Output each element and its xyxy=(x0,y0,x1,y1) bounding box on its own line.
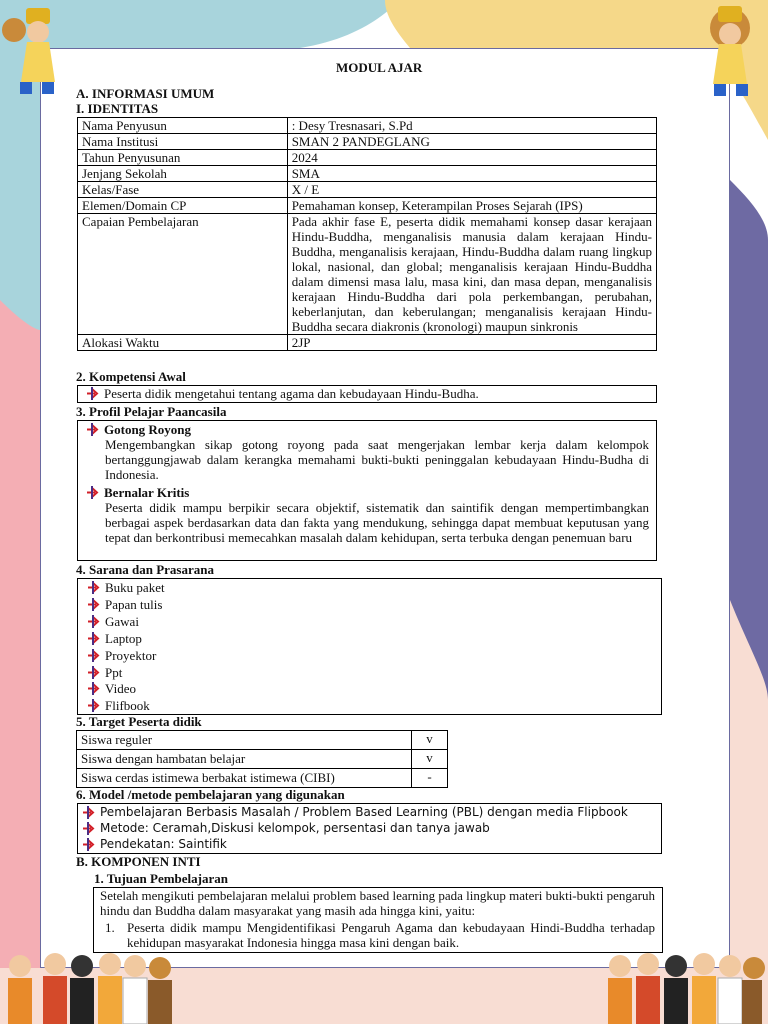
list-item-text: Video xyxy=(105,681,136,696)
target-label: Siswa cerdas istimewa berbakat istimewa (CIBI) xyxy=(77,769,412,788)
table-row xyxy=(77,750,448,769)
kompetensi-heading: 2. Kompetensi Awal xyxy=(76,369,186,384)
cartoon-king-right-icon xyxy=(700,0,768,100)
arrow-bullet-icon xyxy=(86,423,99,436)
row-label: Nama Penyusun xyxy=(78,118,288,134)
row-value: SMAN 2 PANDEGLANG xyxy=(287,134,656,150)
target-label: Siswa reguler xyxy=(77,731,412,750)
cartoon-people-left-icon xyxy=(0,950,180,1024)
cartoon-people-right-icon xyxy=(600,950,768,1024)
identitas-table xyxy=(77,117,657,351)
row-label: Alokasi Waktu xyxy=(78,335,288,351)
row-value: : Desy Tresnasari, S.Pd xyxy=(287,118,656,134)
arrow-bullet-icon xyxy=(87,598,100,611)
list-item-text: Peserta didik mengetahui tentang agama dan kebudayaan Hindu-Budha. xyxy=(104,386,479,401)
section-b-heading: B. KOMPONEN INTI xyxy=(76,854,201,869)
table-row xyxy=(78,166,657,182)
arrow-bullet-icon xyxy=(87,615,100,628)
list-item xyxy=(86,422,191,437)
row-value: 2024 xyxy=(287,150,656,166)
list-item xyxy=(87,597,162,612)
row-label: Nama Institusi xyxy=(78,134,288,150)
row-value: 2JP xyxy=(287,335,656,351)
arrow-bullet-icon xyxy=(87,682,100,695)
list-item xyxy=(87,698,150,713)
target-table xyxy=(76,730,448,788)
arrow-bullet-icon xyxy=(87,699,100,712)
profil-heading: 3. Profil Pelajar Paancasila xyxy=(76,404,227,419)
list-item-text: Pendekatan: Saintifik xyxy=(100,837,227,851)
row-value: Pemahaman konsep, Keterampilan Proses Sejarah (IPS) xyxy=(287,198,656,214)
sarana-heading: 4. Sarana dan Prasarana xyxy=(76,562,214,577)
table-row xyxy=(78,198,657,214)
section-i-heading: I. IDENTITAS xyxy=(76,101,159,116)
tujuan-intro: Setelah mengikuti pembelajaran melalui problem based learning pada lingkup materi bukti-bukti pengaruh hindu dan Buddha dalam masyarakat yang masih ada hingga kini, yaitu: xyxy=(100,888,655,918)
target-label: Siswa dengan hambatan belajar xyxy=(77,750,412,769)
profil-item-title: Gotong Royong xyxy=(104,422,192,437)
target-mark: v xyxy=(412,750,448,769)
list-item-text: Buku paket xyxy=(105,580,165,595)
table-row xyxy=(77,731,448,750)
list-item-text: Laptop xyxy=(105,631,142,646)
list-item-text: Gawai xyxy=(105,614,139,629)
profil-item-title: Bernalar Kritis xyxy=(104,485,190,500)
list-item xyxy=(87,614,139,629)
list-item-text: Pembelajaran Berbasis Masalah / Problem Based Learning (PBL) dengan media Flipbook xyxy=(100,805,628,819)
section-a-heading: A. INFORMASI UMUM xyxy=(76,86,215,101)
row-label: Jenjang Sekolah xyxy=(78,166,288,182)
table-row xyxy=(78,214,657,335)
list-item xyxy=(82,805,628,820)
table-row xyxy=(78,150,657,166)
arrow-bullet-icon xyxy=(82,822,95,835)
arrow-bullet-icon xyxy=(82,806,95,819)
tujuan-number: 1. xyxy=(105,920,115,935)
row-label: Elemen/Domain CP xyxy=(78,198,288,214)
list-item xyxy=(82,837,227,852)
list-item-text: Flifbook xyxy=(105,698,150,713)
row-value: Pada akhir fase E, peserta didik memahami konsep dasar kerajaan Hindu-Buddha, menganalisis manusia dalam kerajaan Hindu-Buddha, menganalisis kerajaan, Hindu-Buddha dalam ruang lingkup lokal, nasional, dan global; menganalisis kerajaan Hindu-Buddha dalam dimensi masa lalu, masa kini, dan masa depan, menganalisis kerajaan Hindu-Buddha dari pola perkembangan, perubahan, keberlanjutan, dan keberulangan; menganalisis kerajaan Hindu-Buddha secara diakronis (kronologi) maupun sinkronis xyxy=(287,214,656,335)
list-item xyxy=(87,681,136,696)
arrow-bullet-icon xyxy=(87,581,100,594)
list-item-text: Proyektor xyxy=(105,648,157,663)
arrow-bullet-icon xyxy=(82,838,95,851)
list-item-text: Ppt xyxy=(105,665,123,680)
row-label: Kelas/Fase xyxy=(78,182,288,198)
target-mark: v xyxy=(412,731,448,750)
target-mark: - xyxy=(412,769,448,788)
list-item xyxy=(87,631,142,646)
list-item-text: Papan tulis xyxy=(105,597,163,612)
table-row xyxy=(78,134,657,150)
row-value: SMA xyxy=(287,166,656,182)
document-title: MODUL AJAR xyxy=(336,60,423,75)
arrow-bullet-icon xyxy=(87,632,100,645)
list-item xyxy=(86,386,479,401)
list-item xyxy=(82,821,490,836)
table-row xyxy=(78,335,657,351)
arrow-bullet-icon xyxy=(87,649,100,662)
sarana-box xyxy=(77,578,662,715)
table-row xyxy=(78,118,657,134)
list-item xyxy=(87,665,122,680)
list-item-text: Metode: Ceramah,Diskusi kelompok, persentasi dan tanya jawab xyxy=(100,821,490,835)
row-label: Capaian Pembelajaran xyxy=(78,214,288,335)
row-value: X / E xyxy=(287,182,656,198)
tujuan-item: Peserta didik mampu Mengidentifikasi Pengaruh Agama dan kebudayaan Hindi-Buddha terhadap kehidupan masyarakat Indonesia hingga masa kini dengan baik. xyxy=(127,920,655,950)
arrow-bullet-icon xyxy=(87,666,100,679)
table-row xyxy=(77,769,448,788)
row-label: Tahun Penyusunan xyxy=(78,150,288,166)
model-heading: 6. Model /metode pembelajaran yang digunakan xyxy=(76,787,345,802)
target-heading: 5. Target Peserta didik xyxy=(76,714,202,729)
profil-item-text: Peserta didik mampu berpikir secara objektif, sistematik dan saintifik dengan mempertimbangkan berbagai aspek berdasarkan data dan fakta yang mendukung, sehingga dapat membuat keputusan yang tepat dan berkontribusi memecahkan masalah dalam kehidupan, serta terbuka dengan penemuan baru xyxy=(105,500,649,545)
arrow-bullet-icon xyxy=(86,387,99,400)
list-item xyxy=(87,648,156,663)
arrow-bullet-icon xyxy=(86,486,99,499)
list-item xyxy=(87,580,165,595)
profil-item-text: Mengembangkan sikap gotong royong pada saat mengerjakan lembar kerja dalam kelompok bertanggungjawab dalam kerangka memahami bukti-bukti peninggalan kebudayaan Hindu-Budha di Indonesia. xyxy=(105,437,649,482)
table-row xyxy=(78,182,657,198)
cartoon-king-left-icon xyxy=(0,0,70,100)
list-item xyxy=(86,485,189,500)
tujuan-heading: 1. Tujuan Pembelajaran xyxy=(94,871,228,886)
